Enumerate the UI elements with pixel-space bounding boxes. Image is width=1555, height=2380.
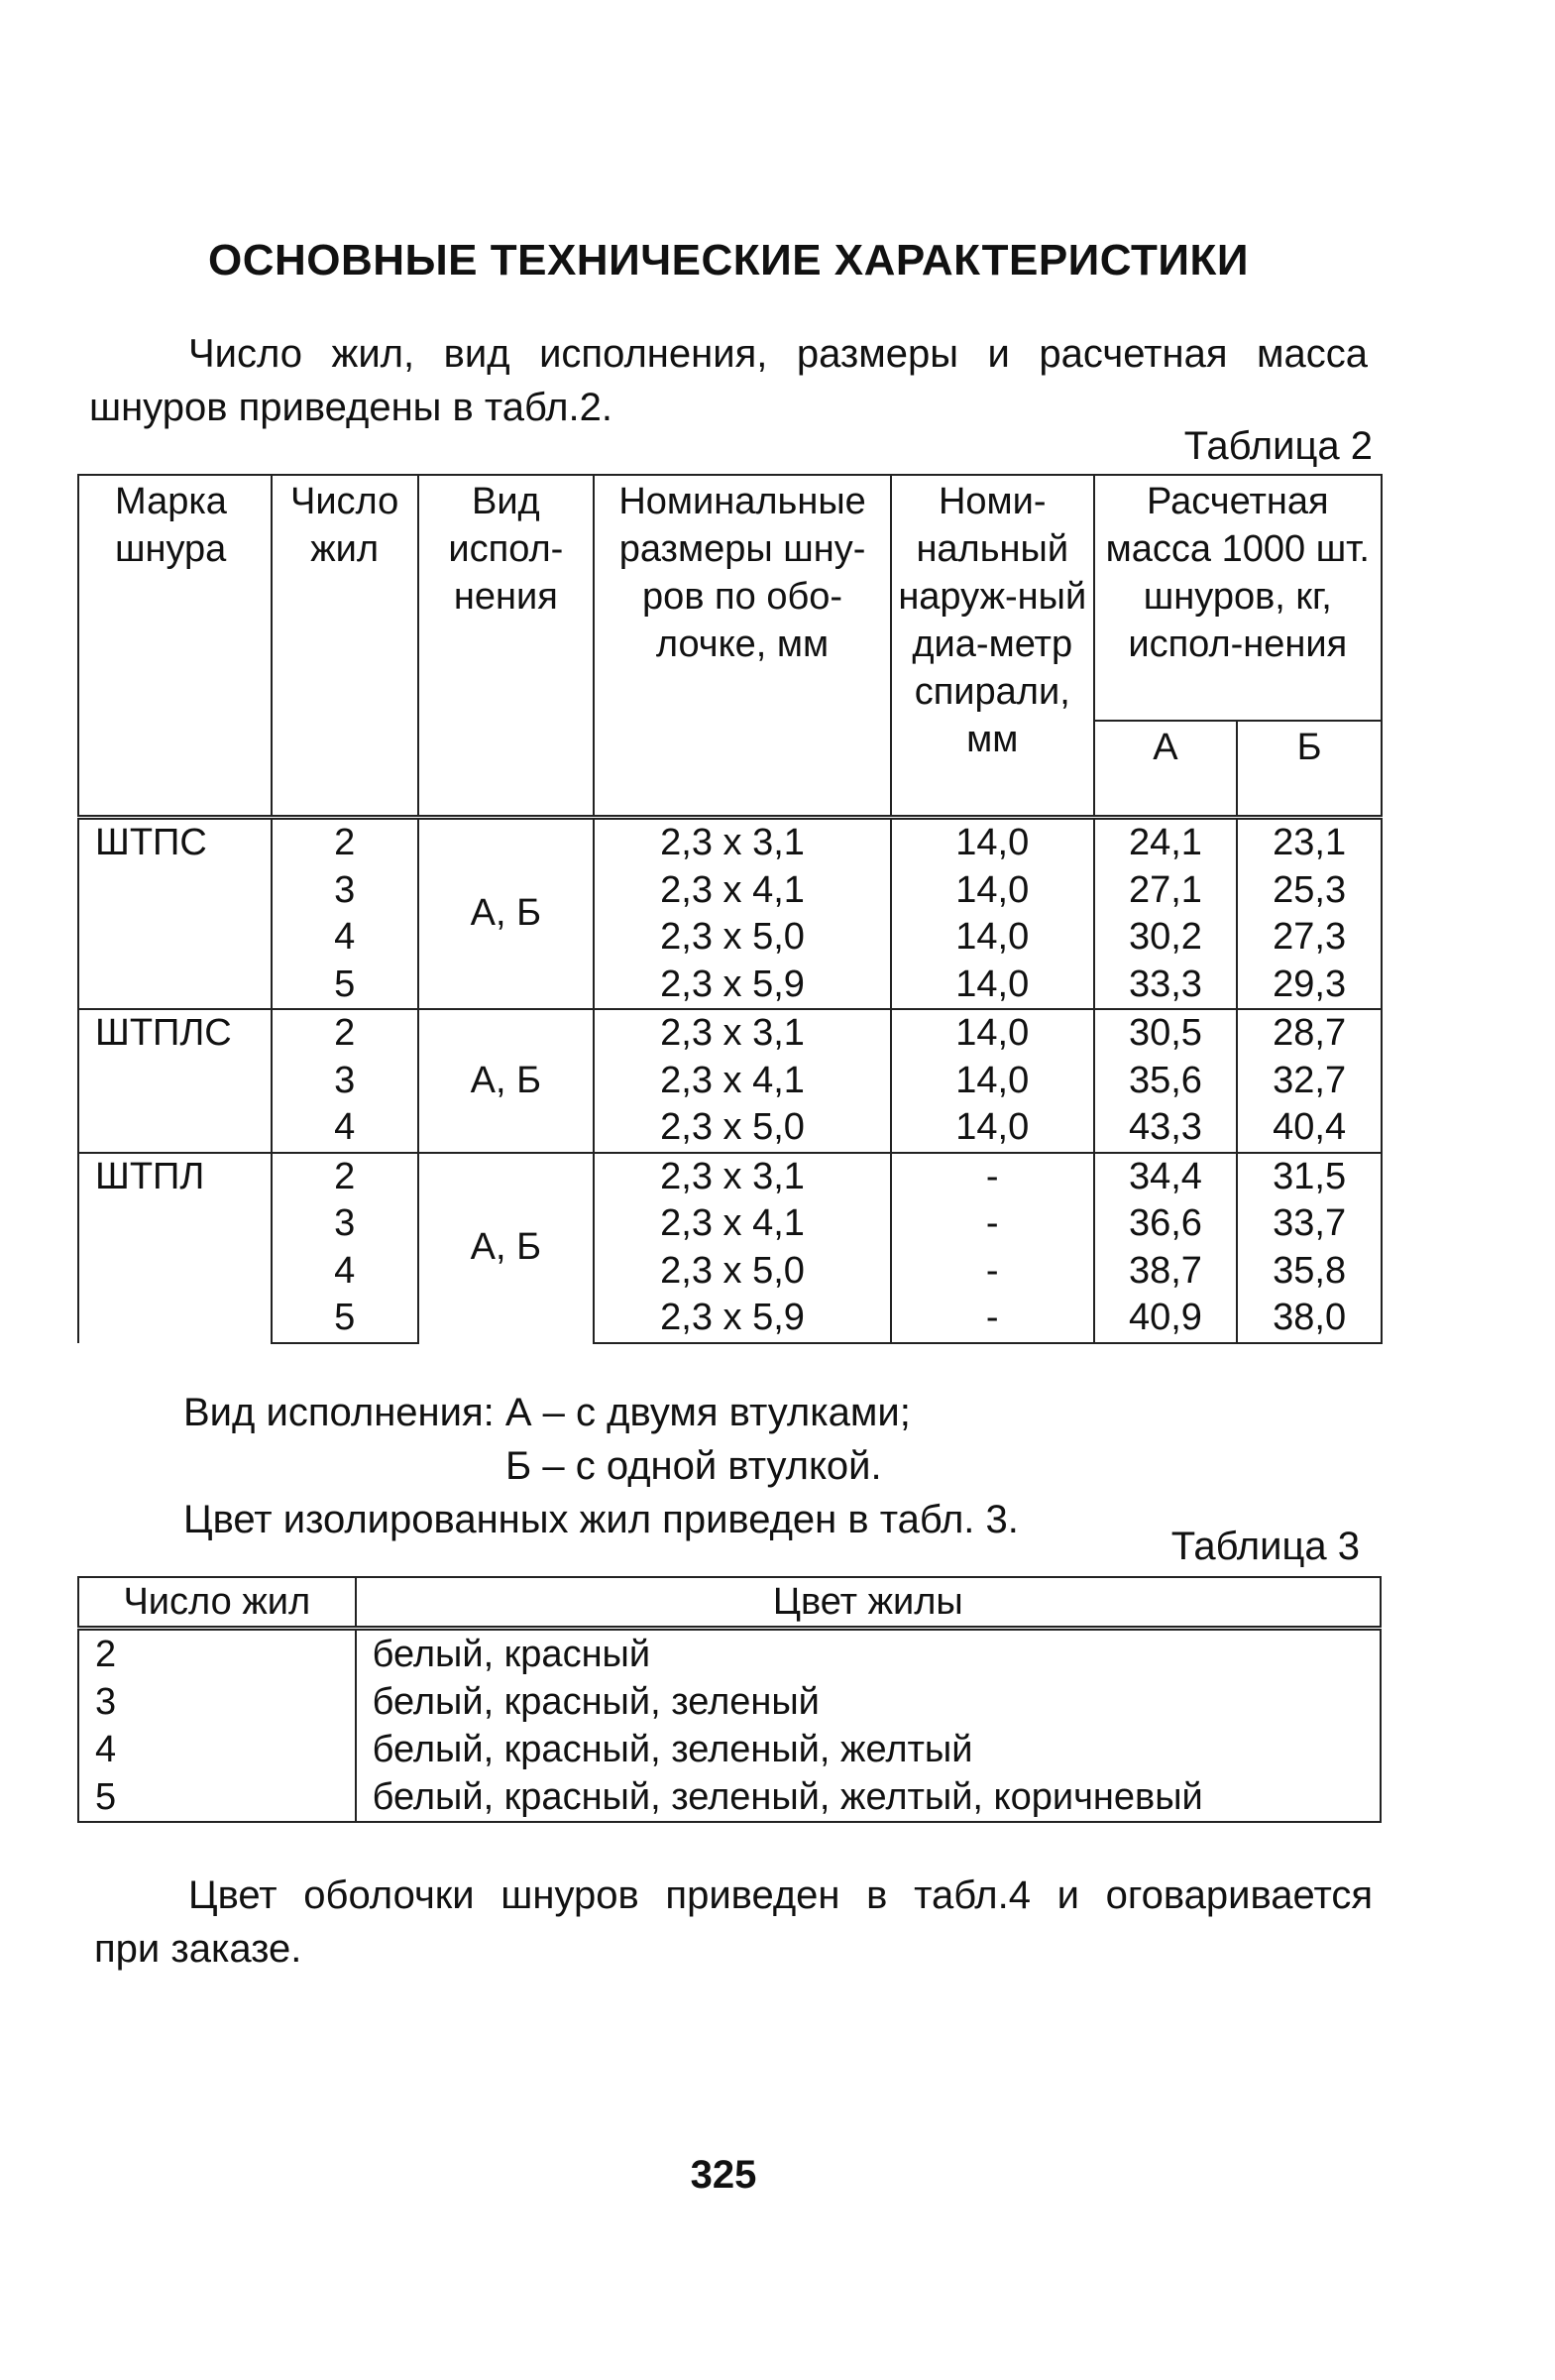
table2-row [78, 1153, 1382, 1201]
cell3-color: белый, красный [356, 1629, 1381, 1679]
th-sizes: Номинальные размеры шну-ров по обо-лочке, мм [594, 475, 891, 818]
cell3-color: белый, красный, зеленый, желтый, коричневый [356, 1773, 1381, 1822]
outro-line-2: при заказе. [94, 1927, 302, 1971]
cell-mass-b: 25,3 [1237, 867, 1382, 915]
cell-mass-b: 40,4 [1237, 1104, 1382, 1153]
cell-mass-b: 32,7 [1237, 1058, 1382, 1105]
cell-mass-b: 38,0 [1237, 1295, 1382, 1343]
cell-diameter: 14,0 [891, 914, 1094, 962]
intro-line-2: шнуров приведены в табл.2. [89, 386, 612, 429]
table2-caption: Таблица 2 [1183, 424, 1373, 468]
cell-diameter: 14,0 [891, 1104, 1094, 1153]
cell3-cores: 4 [78, 1726, 356, 1773]
cell-size: 2,3 x 5,0 [594, 1104, 891, 1153]
cell-cores: 4 [272, 1104, 418, 1153]
table2-row [78, 1104, 1382, 1153]
cell3-cores: 5 [78, 1773, 356, 1822]
cell-diameter: 14,0 [891, 818, 1094, 867]
table2-row [78, 1295, 1382, 1343]
cell-cores: 5 [272, 1295, 418, 1343]
cell-diameter: 14,0 [891, 962, 1094, 1010]
cell-mass-b: 23,1 [1237, 818, 1382, 867]
cell-cores: 4 [272, 914, 418, 962]
outro-line-1: Цвет оболочки шнуров приведен в табл.4 и оговаривается [188, 1873, 1373, 1917]
table2 [77, 474, 1383, 1344]
cell-mass-b: 28,7 [1237, 1009, 1382, 1058]
cell-mass-a: 38,7 [1094, 1248, 1238, 1296]
cell-size: 2,3 x 5,0 [594, 1248, 891, 1296]
cell-size: 2,3 x 3,1 [594, 818, 891, 867]
cell-cores: 2 [272, 1009, 418, 1058]
cell-mass-b: 33,7 [1237, 1200, 1382, 1248]
cell-cores: 3 [272, 1200, 418, 1248]
cell-size: 2,3 x 4,1 [594, 1200, 891, 1248]
cell-cores: 2 [272, 818, 418, 867]
cell-mass-b: 27,3 [1237, 914, 1382, 962]
cell-size: 2,3 x 4,1 [594, 867, 891, 915]
cell-variant: А, Б [418, 818, 595, 1010]
notes-line-1: Вид исполнения: А – с двумя втулками; [183, 1391, 911, 1434]
cell-size: 2,3 x 5,0 [594, 914, 891, 962]
th-diameter: Номи-нальный наруж-ный диа-метр спирали, мм [891, 475, 1094, 818]
cell-variant: А, Б [418, 1009, 595, 1153]
notes [183, 1386, 1373, 1546]
cell-mass-a: 43,3 [1094, 1104, 1238, 1153]
cell-mass-a: 30,2 [1094, 914, 1238, 962]
cell3-cores: 3 [78, 1678, 356, 1726]
th-mass-b: Б [1237, 721, 1382, 818]
table3-body [78, 1629, 1381, 1823]
cell-diameter: - [891, 1295, 1094, 1343]
th-mass: Расчетная масса 1000 шт. шнуров, кг, испол-нения [1094, 475, 1382, 721]
cell-cores: 3 [272, 867, 418, 915]
th-mass-a: А [1094, 721, 1238, 818]
cell-mass-a: 24,1 [1094, 818, 1238, 867]
table3-row [78, 1726, 1381, 1773]
cell-size: 2,3 x 3,1 [594, 1009, 891, 1058]
cell-cores: 3 [272, 1058, 418, 1105]
cell-mass-b: 31,5 [1237, 1153, 1382, 1201]
intro-paragraph [89, 327, 1368, 434]
th-variant: Вид испол-нения [418, 475, 595, 818]
cell-mark: ШТПС [78, 818, 272, 1010]
cell-mass-a: 34,4 [1094, 1153, 1238, 1201]
table3-caption: Таблица 3 [1170, 1525, 1360, 1568]
cell-diameter: - [891, 1200, 1094, 1248]
table3 [77, 1576, 1382, 1823]
cell-mass-a: 30,5 [1094, 1009, 1238, 1058]
th-mark: Марка шнура [78, 475, 272, 818]
cell-cores: 2 [272, 1153, 418, 1201]
cell-mass-a: 36,6 [1094, 1200, 1238, 1248]
cell-cores: 4 [272, 1248, 418, 1296]
cell3-color: белый, красный, зеленый, желтый [356, 1726, 1381, 1773]
notes-line-2: Б – с одной втулкой. [505, 1444, 882, 1488]
table2-row [78, 1248, 1382, 1296]
cell-mass-b: 35,8 [1237, 1248, 1382, 1296]
cell-diameter: 14,0 [891, 1058, 1094, 1105]
th3-color: Цвет жилы [356, 1577, 1381, 1629]
table3-row [78, 1678, 1381, 1726]
th3-cores: Число жил [78, 1577, 356, 1629]
table3-row [78, 1773, 1381, 1822]
cell-mass-a: 27,1 [1094, 867, 1238, 915]
table2-row [78, 914, 1382, 962]
cell-size: 2,3 x 4,1 [594, 1058, 891, 1105]
table2-row [78, 1200, 1382, 1248]
cell-mark: ШТПЛ [78, 1153, 272, 1343]
cell-mass-a: 40,9 [1094, 1295, 1238, 1343]
outro-paragraph [94, 1869, 1373, 1976]
table2-row [78, 867, 1382, 915]
cell-size: 2,3 x 5,9 [594, 962, 891, 1010]
cell-diameter: 14,0 [891, 1009, 1094, 1058]
cell-diameter: 14,0 [891, 867, 1094, 915]
cell-mass-a: 35,6 [1094, 1058, 1238, 1105]
page-heading: ОСНОВНЫЕ ТЕХНИЧЕСКИЕ ХАРАКТЕРИСТИКИ [208, 236, 1249, 284]
cell-mark: ШТПЛС [78, 1009, 272, 1153]
table2-row [78, 1058, 1382, 1105]
cell-size: 2,3 x 5,9 [594, 1295, 891, 1343]
table2-body [78, 818, 1382, 1343]
table2-row [78, 1009, 1382, 1058]
cell-variant: А, Б [418, 1153, 595, 1343]
cell-diameter: - [891, 1153, 1094, 1201]
table3-row [78, 1629, 1381, 1679]
cell-mass-a: 33,3 [1094, 962, 1238, 1010]
th-cores: Число жил [272, 475, 418, 818]
table2-row [78, 962, 1382, 1010]
cell3-color: белый, красный, зеленый [356, 1678, 1381, 1726]
page-number: 325 [690, 2153, 757, 2197]
cell-mass-b: 29,3 [1237, 962, 1382, 1010]
table2-row [78, 818, 1382, 867]
cell-diameter: - [891, 1248, 1094, 1296]
intro-line-1: Число жил, вид исполнения, размеры и расчетная масса [188, 332, 1368, 376]
cell-size: 2,3 x 3,1 [594, 1153, 891, 1201]
cell3-cores: 2 [78, 1629, 356, 1679]
cell-cores: 5 [272, 962, 418, 1010]
notes-line-3: Цвет изолированных жил приведен в табл. 3. [183, 1498, 1019, 1541]
